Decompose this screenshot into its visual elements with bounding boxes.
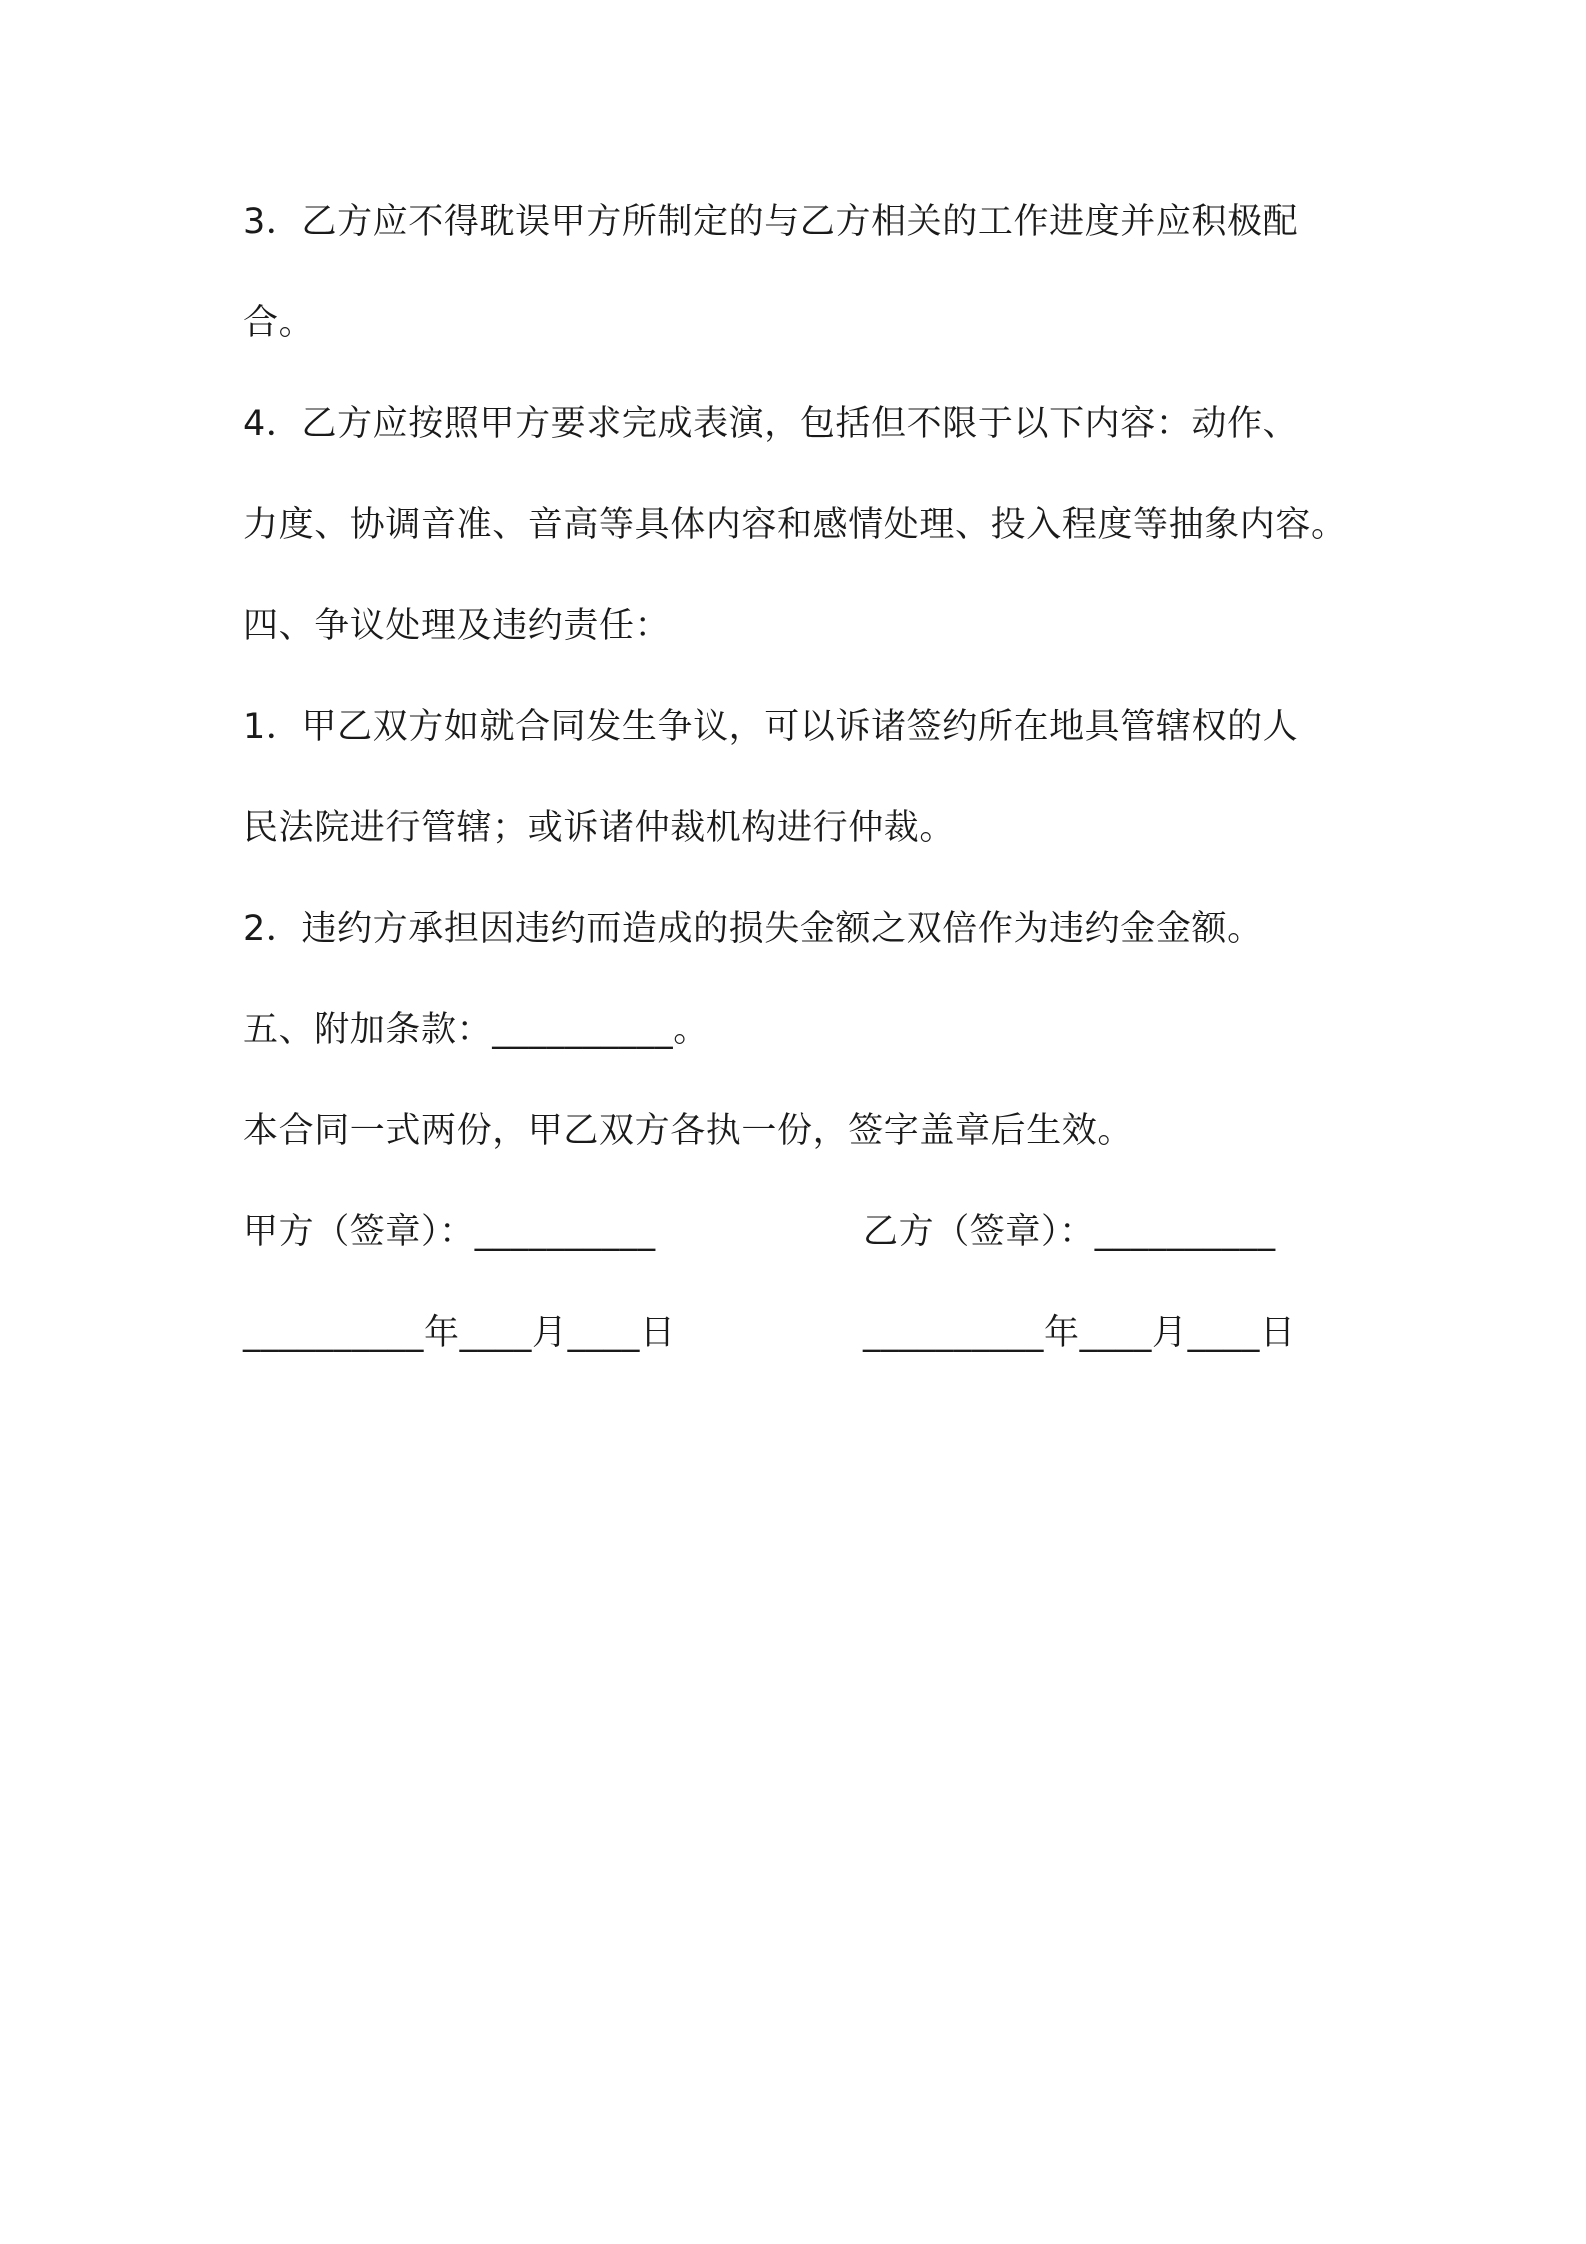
- effective-statement: 本合同一式两份，甲乙双方各执一份，签字盖章后生效。: [243, 1111, 1134, 1151]
- dispute-clause-1-line-1: 1．甲乙双方如就合同发生争议，可以诉诸签约所在地具管辖权的人: [243, 707, 1299, 747]
- clause-3-line-2: 合。: [243, 303, 315, 343]
- party-a-date: __________年____月____日: [243, 1313, 676, 1353]
- section-4-heading: 四、争议处理及违约责任：: [243, 606, 671, 646]
- clause-4-line-2: 力度、协调音准、音高等具体内容和感情处理、投入程度等抽象内容。: [243, 505, 1347, 545]
- party-a-signature: 甲方（签章）：__________: [243, 1212, 656, 1252]
- clause-3-line-1: 3．乙方应不得耽误甲方所制定的与乙方相关的工作进度并应积极配: [243, 202, 1299, 242]
- section-5-additional-terms: 五、附加条款：__________。: [243, 1010, 709, 1050]
- dispute-clause-1-line-2: 民法院进行管辖；或诉诸仲裁机构进行仲裁。: [243, 808, 956, 848]
- party-b-signature: 乙方（签章）：__________: [863, 1212, 1276, 1252]
- dispute-clause-2: 2．违约方承担因违约而造成的损失金额之双倍作为违约金金额。: [243, 909, 1263, 949]
- clause-4-line-1: 4．乙方应按照甲方要求完成表演，包括但不限于以下内容：动作、: [243, 404, 1299, 444]
- party-b-date: __________年____月____日: [863, 1313, 1296, 1353]
